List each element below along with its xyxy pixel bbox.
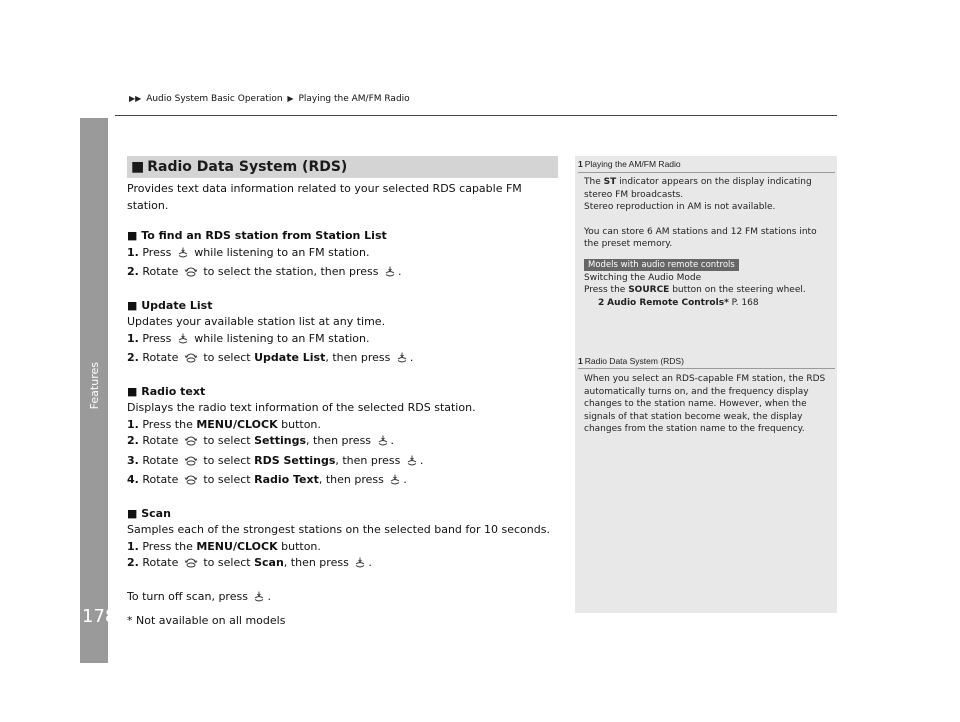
- side-label-box: [80, 118, 108, 663]
- rotate-knob-icon: [184, 266, 198, 284]
- scan-desc: Samples each of the strongest stations on the selected band for 10 seconds.: [127, 523, 550, 536]
- models-badge: Models with audio remote controls: [584, 259, 739, 271]
- section-header: [127, 156, 558, 178]
- step: 2. Rotate to select Update List, then press .: [127, 350, 557, 370]
- rotate-knob-icon: [184, 455, 198, 473]
- step: 2. Rotate to select the station, then press .: [127, 264, 557, 284]
- breadcrumb-part2: Playing the AM/FM Radio: [298, 94, 410, 104]
- step: 1. Press while listening to an FM station.: [127, 331, 557, 351]
- scan-off-text: To turn off scan, press .: [127, 589, 557, 609]
- note1-title: 1 Playing the AM/FM Radio: [578, 159, 681, 169]
- push-knob-icon: [354, 557, 366, 575]
- header-rule: [115, 115, 837, 116]
- breadcrumb-part1: Audio System Basic Operation: [146, 94, 283, 104]
- note1-body: The ST indicator appears on the display indicating stereo FM broadcasts. Stereo reproduction in AM is not available. You can store 6 AM stations and 12 FM stations into the preset memory. Models with audio remote controls Switching the Audio Mode Press the SOURCE button on the steering wheel. 2 Audio Remote Controls* P. 168: [584, 176, 832, 309]
- subheading-scan: ■ Scan: [127, 506, 171, 520]
- note1-rule: [578, 172, 835, 173]
- subheading-update-list: ■ Update List: [127, 298, 213, 312]
- note2-title: 1 Radio Data System (RDS): [578, 356, 684, 366]
- rotate-knob-icon: [184, 557, 198, 575]
- push-knob-icon: [253, 591, 265, 609]
- note2-body: When you select an RDS-capable FM station, the RDS automatically turns on, and the frequency display changes to the station name. However, when the signals of that station become weak, the display changes from the station name to the frequency.: [584, 374, 826, 434]
- note2-rule: [578, 368, 835, 369]
- breadcrumb: [127, 94, 410, 104]
- main-content: [127, 181, 557, 608]
- radio-text-desc: Displays the radio text information of the selected RDS station.: [127, 401, 476, 414]
- step: 3. Rotate to select RDS Settings, then press .: [127, 453, 557, 473]
- step: 4. Rotate to select Radio Text, then press .: [127, 472, 557, 492]
- footnote: * Not available on all models: [127, 614, 286, 627]
- subheading-radio-text: ■ Radio text: [127, 384, 206, 398]
- rotate-knob-icon: [184, 352, 198, 370]
- section-intro: Provides text data information related to your selected RDS capable FM station.: [127, 182, 522, 212]
- step: 1. Press while listening to an FM station.: [127, 245, 557, 265]
- cross-reference-link[interactable]: 2 Audio Remote Controls* P. 168: [598, 297, 759, 308]
- push-knob-icon: [396, 352, 408, 370]
- push-knob-icon: [177, 247, 189, 265]
- note-marker: 1: [578, 356, 583, 366]
- side-label: Features: [88, 362, 101, 410]
- step: 2. Rotate to select Scan, then press .: [127, 555, 557, 575]
- rotate-knob-icon: [184, 435, 198, 453]
- note-marker: 1: [578, 159, 583, 169]
- page-number: 178: [82, 606, 117, 627]
- subheading-station-list: ■ To find an RDS station from Station List: [127, 229, 387, 242]
- push-knob-icon: [377, 435, 389, 453]
- push-knob-icon: [384, 266, 396, 284]
- step: 1. Press the MENU/CLOCK button.: [127, 539, 321, 553]
- section-title-marker: ■: [131, 159, 145, 175]
- push-knob-icon: [389, 474, 401, 492]
- push-knob-icon: [406, 455, 418, 473]
- step: 1. Press the MENU/CLOCK button.: [127, 417, 321, 431]
- section-title: Radio Data System (RDS): [147, 159, 348, 175]
- update-list-desc: Updates your available station list at any time.: [127, 315, 386, 328]
- breadcrumb-sep: ▶: [287, 94, 294, 103]
- step: 2. Rotate to select Settings, then press .: [127, 433, 557, 453]
- breadcrumb-arrow: ▶▶: [129, 94, 142, 103]
- push-knob-icon: [177, 333, 189, 351]
- rotate-knob-icon: [184, 474, 198, 492]
